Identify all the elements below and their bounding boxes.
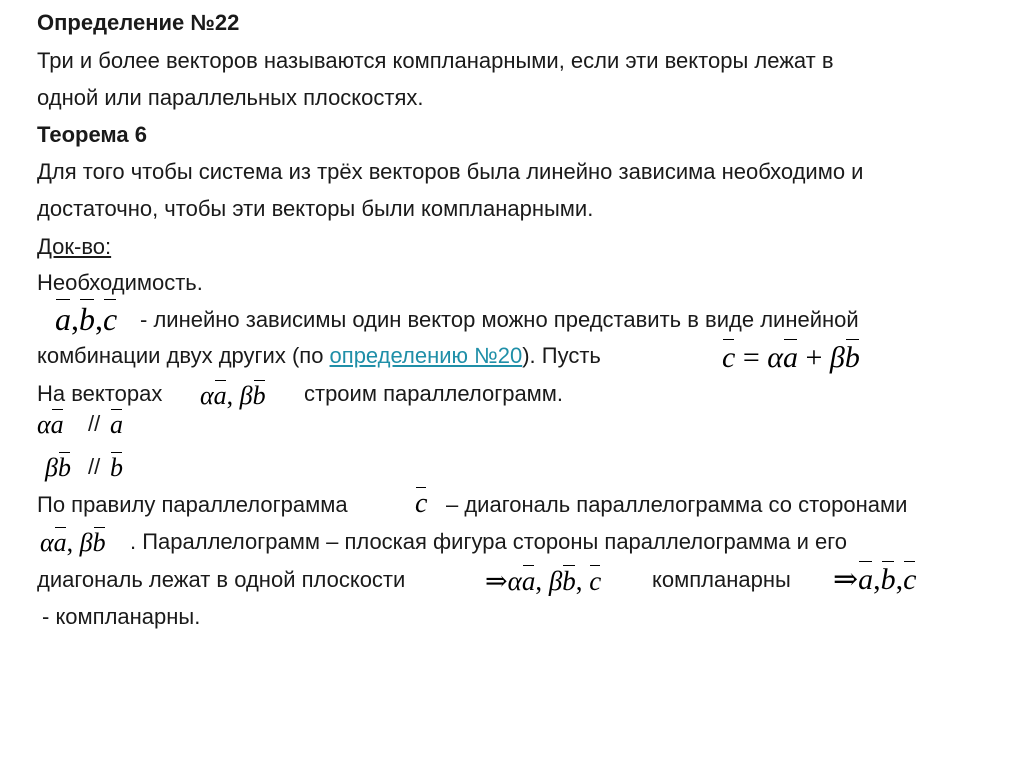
necessity-label: Необходимость. <box>37 270 203 295</box>
alpha-a-beta-b-formula: αa, βb <box>200 381 266 410</box>
diagonal-text: – диагональ параллелограмма со сторонами <box>446 492 908 517</box>
b-vector-right: b <box>110 453 123 482</box>
implies-abc: ⇒a,b,c <box>833 563 917 596</box>
flat-figure-text: . Параллелограмм – плоская фигура стороны параллелограмма и его <box>130 529 848 554</box>
rule-text: По правилу параллелограмма <box>37 492 348 517</box>
alpha-a-parallel-a: αa <box>37 410 64 439</box>
diagonal-plane-text: диагональ лежат в одной плоскости <box>37 567 406 592</box>
parallel-sign-2: // <box>88 454 101 479</box>
vector-a: a <box>55 301 71 337</box>
sides-formula: αa, βb <box>40 528 106 557</box>
theorem-line-2: достаточно, чтобы эти векторы были компланарными. <box>37 196 594 221</box>
implies-alpha-beta-c: ⇒αa, βb, c <box>485 566 602 596</box>
implies-arrow-2: ⇒ <box>833 563 859 596</box>
theorem-line-1: Для того чтобы система из трёх векторов была линейно зависима необходимо и <box>37 159 864 184</box>
a-vector-right: a <box>110 410 123 439</box>
c-diagonal: c <box>415 488 428 519</box>
on-vectors-text: На векторах <box>37 381 163 406</box>
coplanar-text-1: компланарны <box>652 567 791 592</box>
theorem-title: Теорема 6 <box>37 122 147 147</box>
definition-line-2: одной или параллельных плоскостях. <box>37 85 424 110</box>
c-combination-formula: c = αa + βb <box>722 341 860 374</box>
coplanar-text-2: - компланарны. <box>42 604 201 629</box>
definition-title: Определение №22 <box>37 10 240 35</box>
beta-b-parallel-b: βb <box>45 453 71 482</box>
vector-b: b <box>79 301 95 337</box>
combination-line: комбинации двух других (по определению №20). Пусть <box>37 343 601 368</box>
parallel-sign-1: // <box>88 411 101 436</box>
proof-heading: Док-во: <box>37 234 112 259</box>
implies-arrow-1: ⇒ <box>485 566 508 596</box>
build-parallelogram-text: строим параллелограмм. <box>304 381 564 406</box>
definition-20-link[interactable]: определению №20 <box>329 343 523 368</box>
dependent-text: - линейно зависимы один вектор можно представить в виде линейной <box>140 307 859 332</box>
vector-c: c <box>103 301 118 337</box>
definition-line-1: Три и более векторов называются компланарными, если эти векторы лежат в <box>37 48 834 73</box>
vectors-abc-formula: a,b,c <box>55 301 118 337</box>
